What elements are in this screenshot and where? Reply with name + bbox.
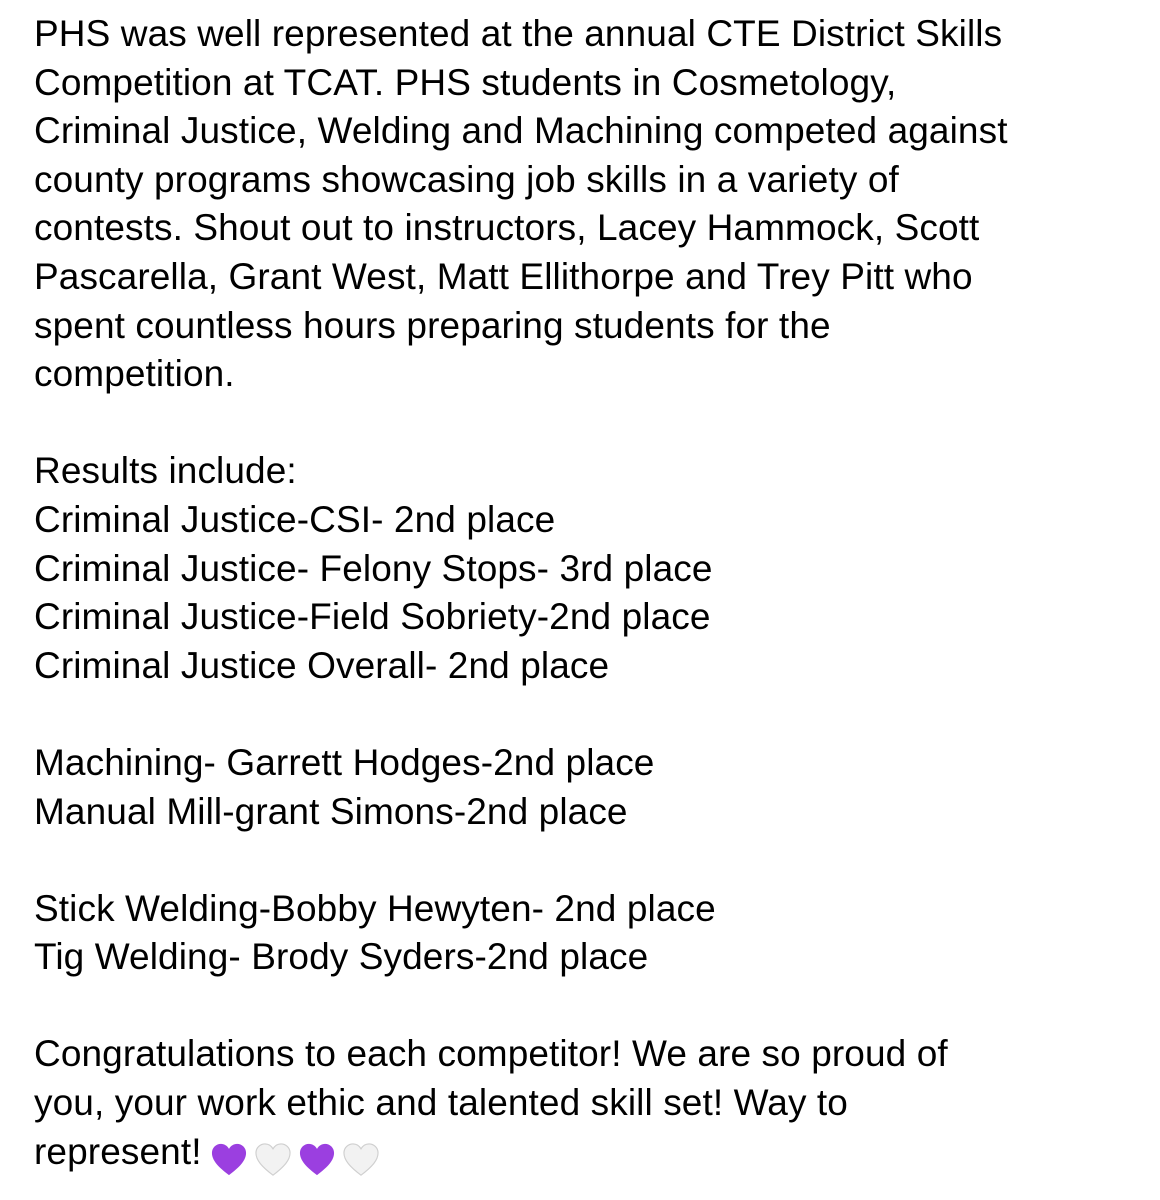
paragraph-gap [34, 399, 1144, 448]
result-item: Criminal Justice Overall- 2nd place [34, 644, 610, 686]
result-item: Criminal Justice-CSI- 2nd place [34, 498, 556, 540]
paragraph-gap [34, 836, 1144, 885]
results-paragraph [34, 447, 1144, 690]
result-item: Stick Welding-Bobby Hewyten- 2nd place [34, 887, 716, 929]
post-text [34, 10, 1144, 1182]
closing-line: you, your work ethic and talented skill set! Way to [34, 1082, 848, 1124]
paragraph-gap [34, 690, 1144, 739]
result-item: Criminal Justice-Field Sobriety-2nd place [34, 596, 711, 638]
intro-line: county programs showcasing job skills in a variety of [34, 158, 899, 200]
intro-line: Competition at TCAT. PHS students in Cosmetology, [34, 61, 897, 103]
result-item: Manual Mill-grant Simons-2nd place [34, 790, 628, 832]
results-heading: Results include: [34, 450, 297, 492]
purple-heart-icon [298, 1142, 336, 1178]
white-heart-icon [342, 1142, 380, 1178]
closing-last-line [34, 1128, 1144, 1183]
paragraph-gap [34, 982, 1144, 1031]
heart-emoji-row [210, 1134, 386, 1183]
result-item: Criminal Justice- Felony Stops- 3rd place [34, 547, 713, 589]
intro-line: spent countless hours preparing students for the [34, 304, 831, 346]
purple-heart-icon [210, 1142, 248, 1178]
intro-line: Pascarella, Grant West, Matt Ellithorpe and Trey Pitt who [34, 255, 973, 297]
result-item: Tig Welding- Brody Syders-2nd place [34, 936, 649, 978]
machining-results [34, 739, 1144, 836]
intro-paragraph [34, 10, 1144, 399]
intro-line: competition. [34, 353, 235, 395]
closing-paragraph [34, 1030, 1144, 1182]
closing-line: Congratulations to each competitor! We are so proud of [34, 1033, 948, 1075]
intro-line: contests. Shout out to instructors, Lacey Hammock, Scott [34, 207, 980, 249]
intro-line: PHS was well represented at the annual CTE District Skills [34, 13, 1003, 54]
intro-line: Criminal Justice, Welding and Machining competed against [34, 110, 1008, 152]
welding-results [34, 885, 1144, 982]
closing-line: represent! [34, 1130, 202, 1172]
white-heart-icon [254, 1142, 292, 1178]
result-item: Machining- Garrett Hodges-2nd place [34, 741, 655, 783]
